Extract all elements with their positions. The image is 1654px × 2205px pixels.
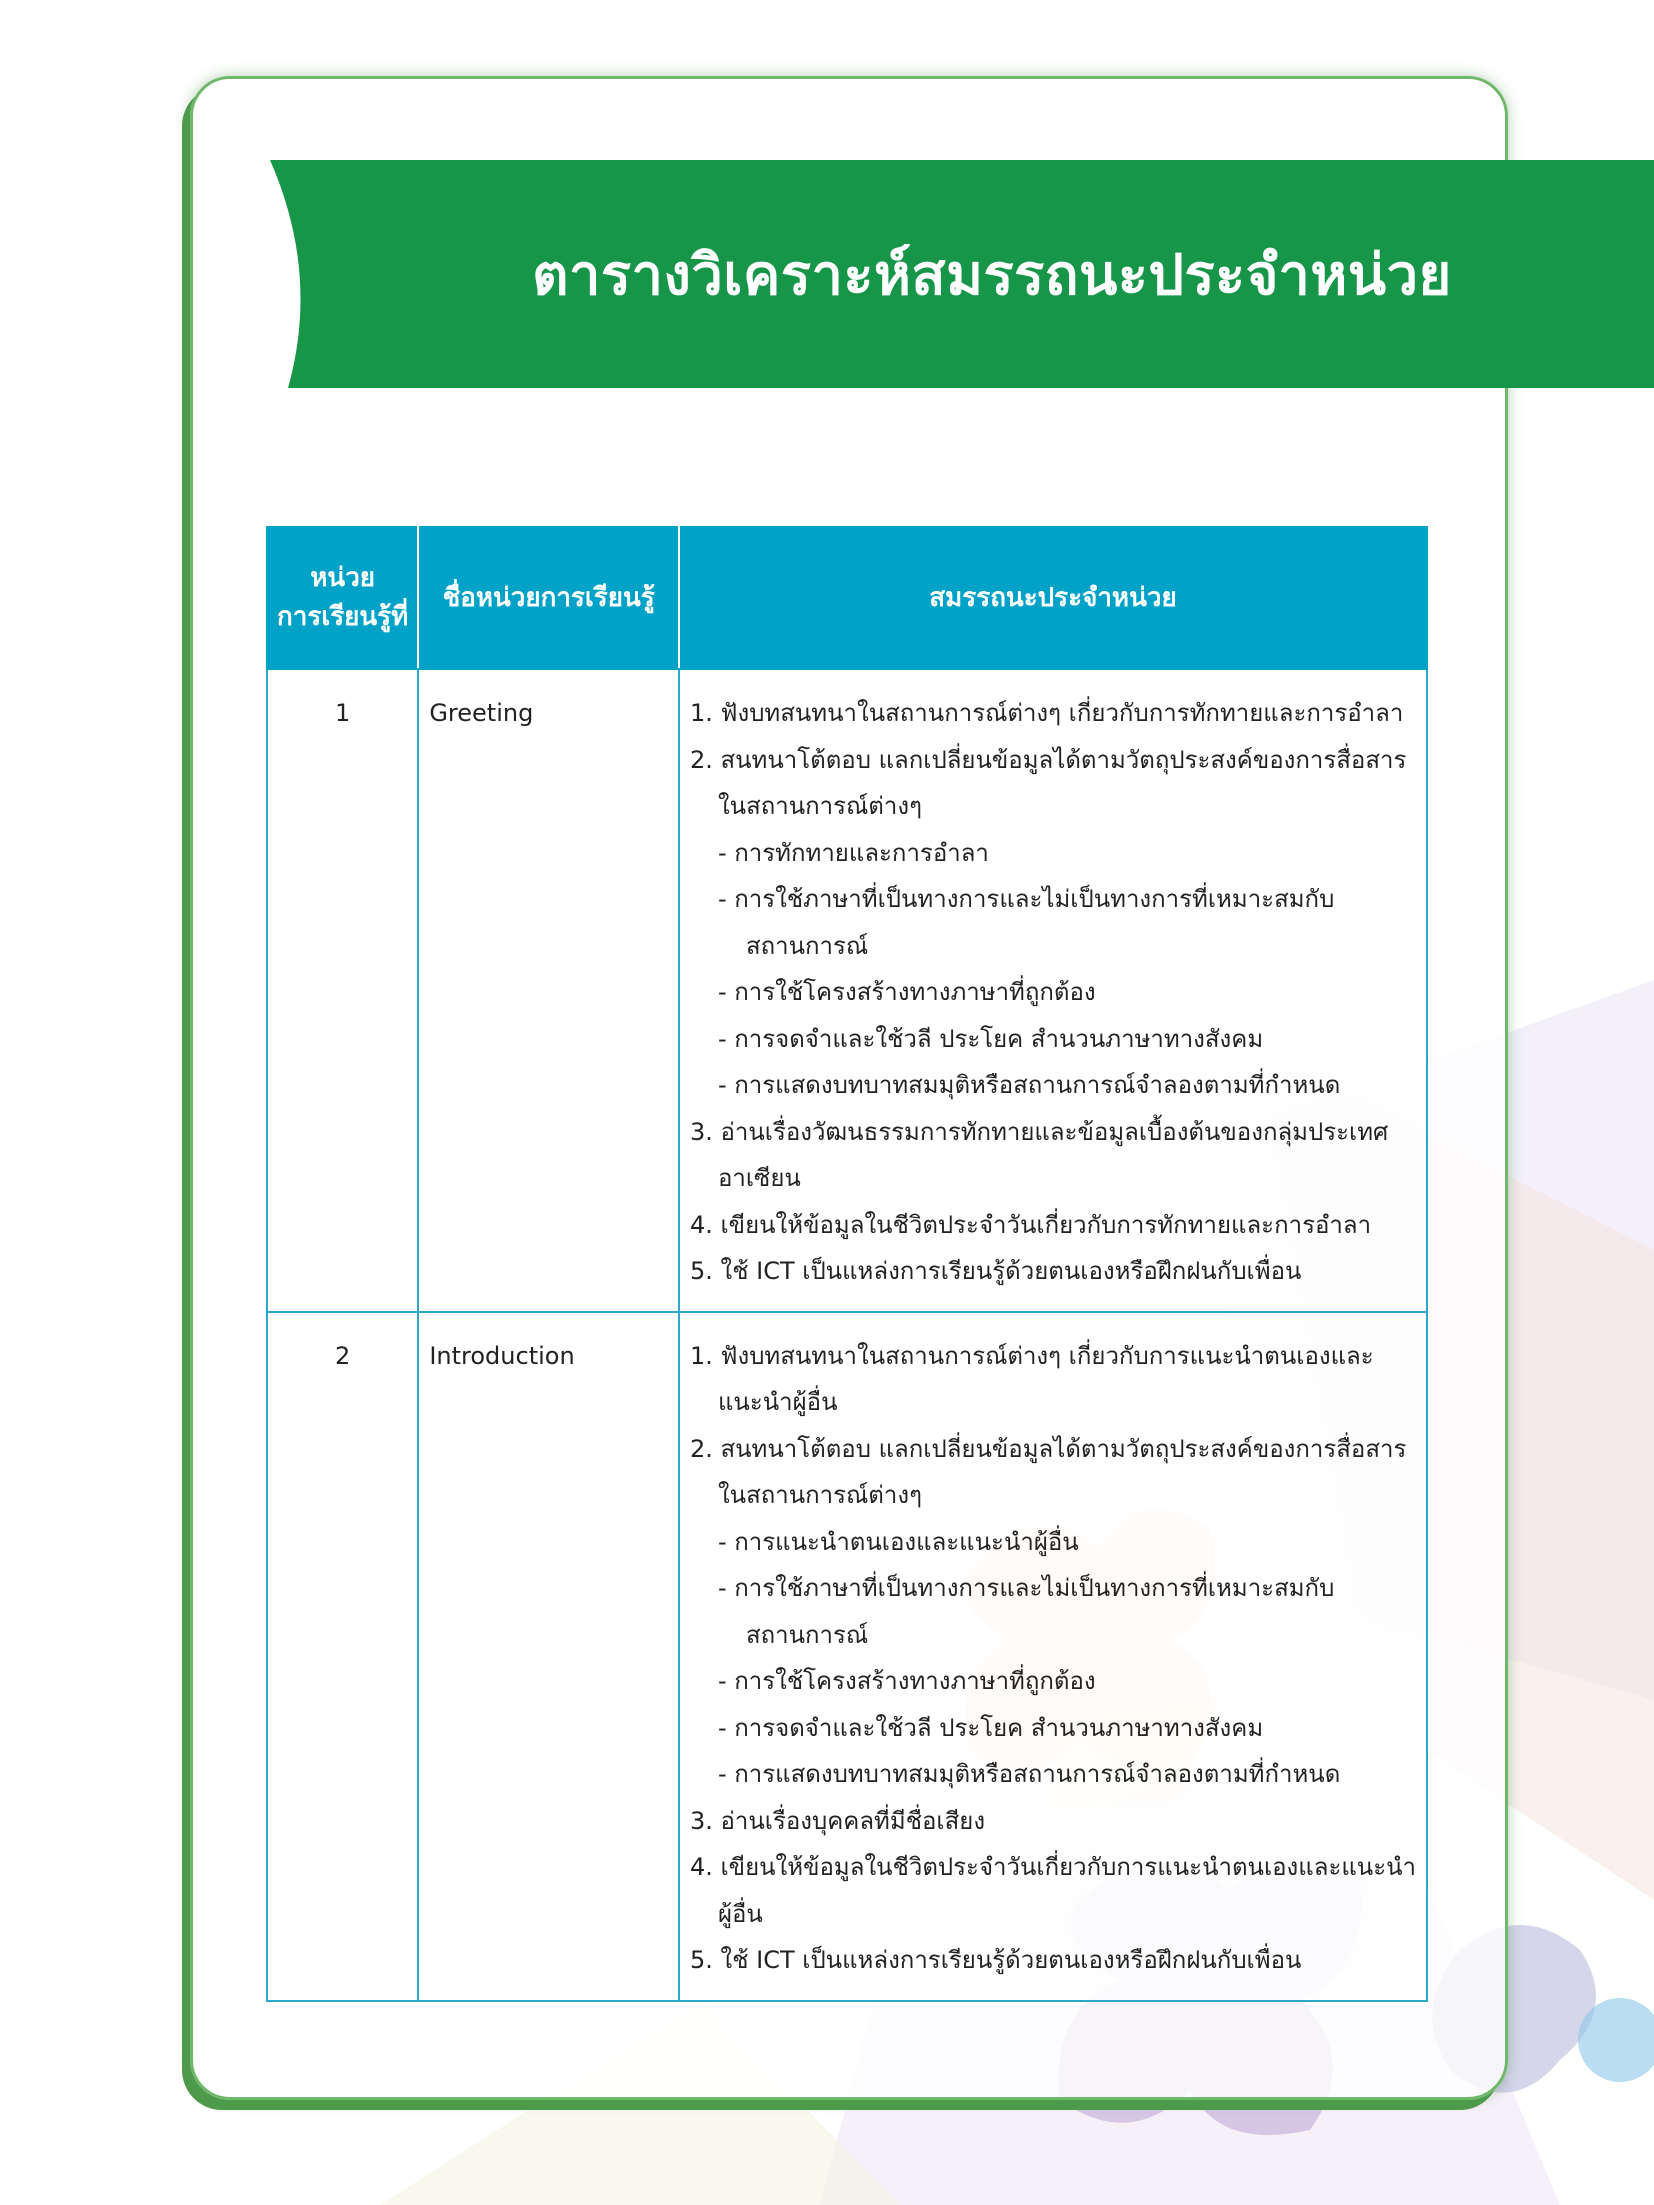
unit-competencies	[679, 1312, 1427, 2001]
table-row	[267, 1312, 1427, 2001]
unit-number: 2	[267, 1312, 418, 2001]
competency-line: 4. เขียนให้ข้อมูลในชีวิตประจำวันเกี่ยวกับการแนะนำตนเองและแนะนำ	[689, 1853, 1416, 1881]
competency-sub-item: - การทักทายและการอำลา	[717, 838, 989, 867]
competency-sub-item: - การใช้โครงสร้างทางภาษาที่ถูกต้อง	[717, 1667, 1096, 1695]
competency-sub-item: - การจดจำและใช้วลี ประโยค สำนวนภาษาทางสังคม	[717, 1024, 1264, 1053]
competency-line: 3. อ่านเรื่องวัฒนธรรมการทักทายและข้อมูลเบื้องต้นของกลุ่มประเทศ	[689, 1117, 1389, 1146]
competency-sub-item: - การใช้ภาษาที่เป็นทางการและไม่เป็นทางการที่เหมาะสมกับ	[717, 1574, 1335, 1602]
competency-sub-item: - การแสดงบทบาทสมมุติหรือสถานการณ์จำลองตามที่กำหนด	[717, 1760, 1341, 1788]
competency-line: อาเซียน	[717, 1164, 801, 1192]
competency-line: 3. อ่านเรื่องบุคคลที่มีชื่อเสียง	[689, 1806, 986, 1835]
unit-name: Greeting	[418, 669, 679, 1312]
competency-line: สถานการณ์	[745, 931, 869, 960]
competency-sub-item: - การแสดงบทบาทสมมุติหรือสถานการณ์จำลองตามที่กำหนด	[717, 1071, 1341, 1099]
competency-table	[266, 526, 1428, 2002]
competency-line: 5. ใช้ ICT เป็นแหล่งการเรียนรู้ด้วยตนเองหรือฝึกฝนกับเพื่อน	[689, 1946, 1302, 1974]
competency-line: ในสถานการณ์ต่างๆ	[717, 1481, 922, 1509]
unit-number: 1	[267, 669, 418, 1312]
competency-line: ผู้อื่น	[717, 1899, 763, 1928]
header-unit-line1: หน่วย	[310, 563, 376, 593]
unit-competencies	[679, 669, 1427, 1312]
competency-sub-item: - การแนะนำตนเองและแนะนำผู้อื่น	[717, 1527, 1079, 1556]
competency-line: สถานการณ์	[745, 1620, 869, 1649]
page-title: ตารางวิเคราะห์สมรรถนะประจำหน่วย	[532, 242, 1452, 308]
header-unit-line2: การเรียนรู้ที่	[277, 602, 409, 632]
competency-sub-item: - การใช้ภาษาที่เป็นทางการและไม่เป็นทางการที่เหมาะสมกับ	[717, 885, 1335, 913]
competency-line: 1. ฟังบทสนทนาในสถานการณ์ต่างๆ เกี่ยวกับการแนะนำตนเองและ	[689, 1341, 1374, 1370]
competency-line: 2. สนทนาโต้ตอบ แลกเปลี่ยนข้อมูลได้ตามวัตถุประสงค์ของการสื่อสาร	[689, 1434, 1407, 1463]
table-row	[267, 669, 1427, 1312]
competency-line: ในสถานการณ์ต่างๆ	[717, 792, 922, 820]
header-unit-name: ชื่อหน่วยการเรียนรู้	[418, 527, 679, 669]
header-competency: สมรรถนะประจำหน่วย	[679, 527, 1427, 669]
competency-sub-item: - การจดจำและใช้วลี ประโยค สำนวนภาษาทางสังคม	[717, 1713, 1264, 1742]
competency-line: 5. ใช้ ICT เป็นแหล่งการเรียนรู้ด้วยตนเองหรือฝึกฝนกับเพื่อน	[689, 1257, 1302, 1285]
competency-line: 1. ฟังบทสนทนาในสถานการณ์ต่างๆ เกี่ยวกับการทักทายและการอำลา	[689, 699, 1404, 727]
competency-line: 2. สนทนาโต้ตอบ แลกเปลี่ยนข้อมูลได้ตามวัตถุประสงค์ของการสื่อสาร	[689, 745, 1407, 774]
competency-line: 4. เขียนให้ข้อมูลในชีวิตประจำวันเกี่ยวกับการทักทายและการอำลา	[689, 1210, 1372, 1239]
unit-name: Introduction	[418, 1312, 679, 2001]
table-header-row	[267, 527, 1427, 669]
competency-sub-item: - การใช้โครงสร้างทางภาษาที่ถูกต้อง	[717, 978, 1096, 1006]
header-unit-number	[267, 527, 418, 669]
competency-line: แนะนำผู้อื่น	[717, 1388, 838, 1416]
